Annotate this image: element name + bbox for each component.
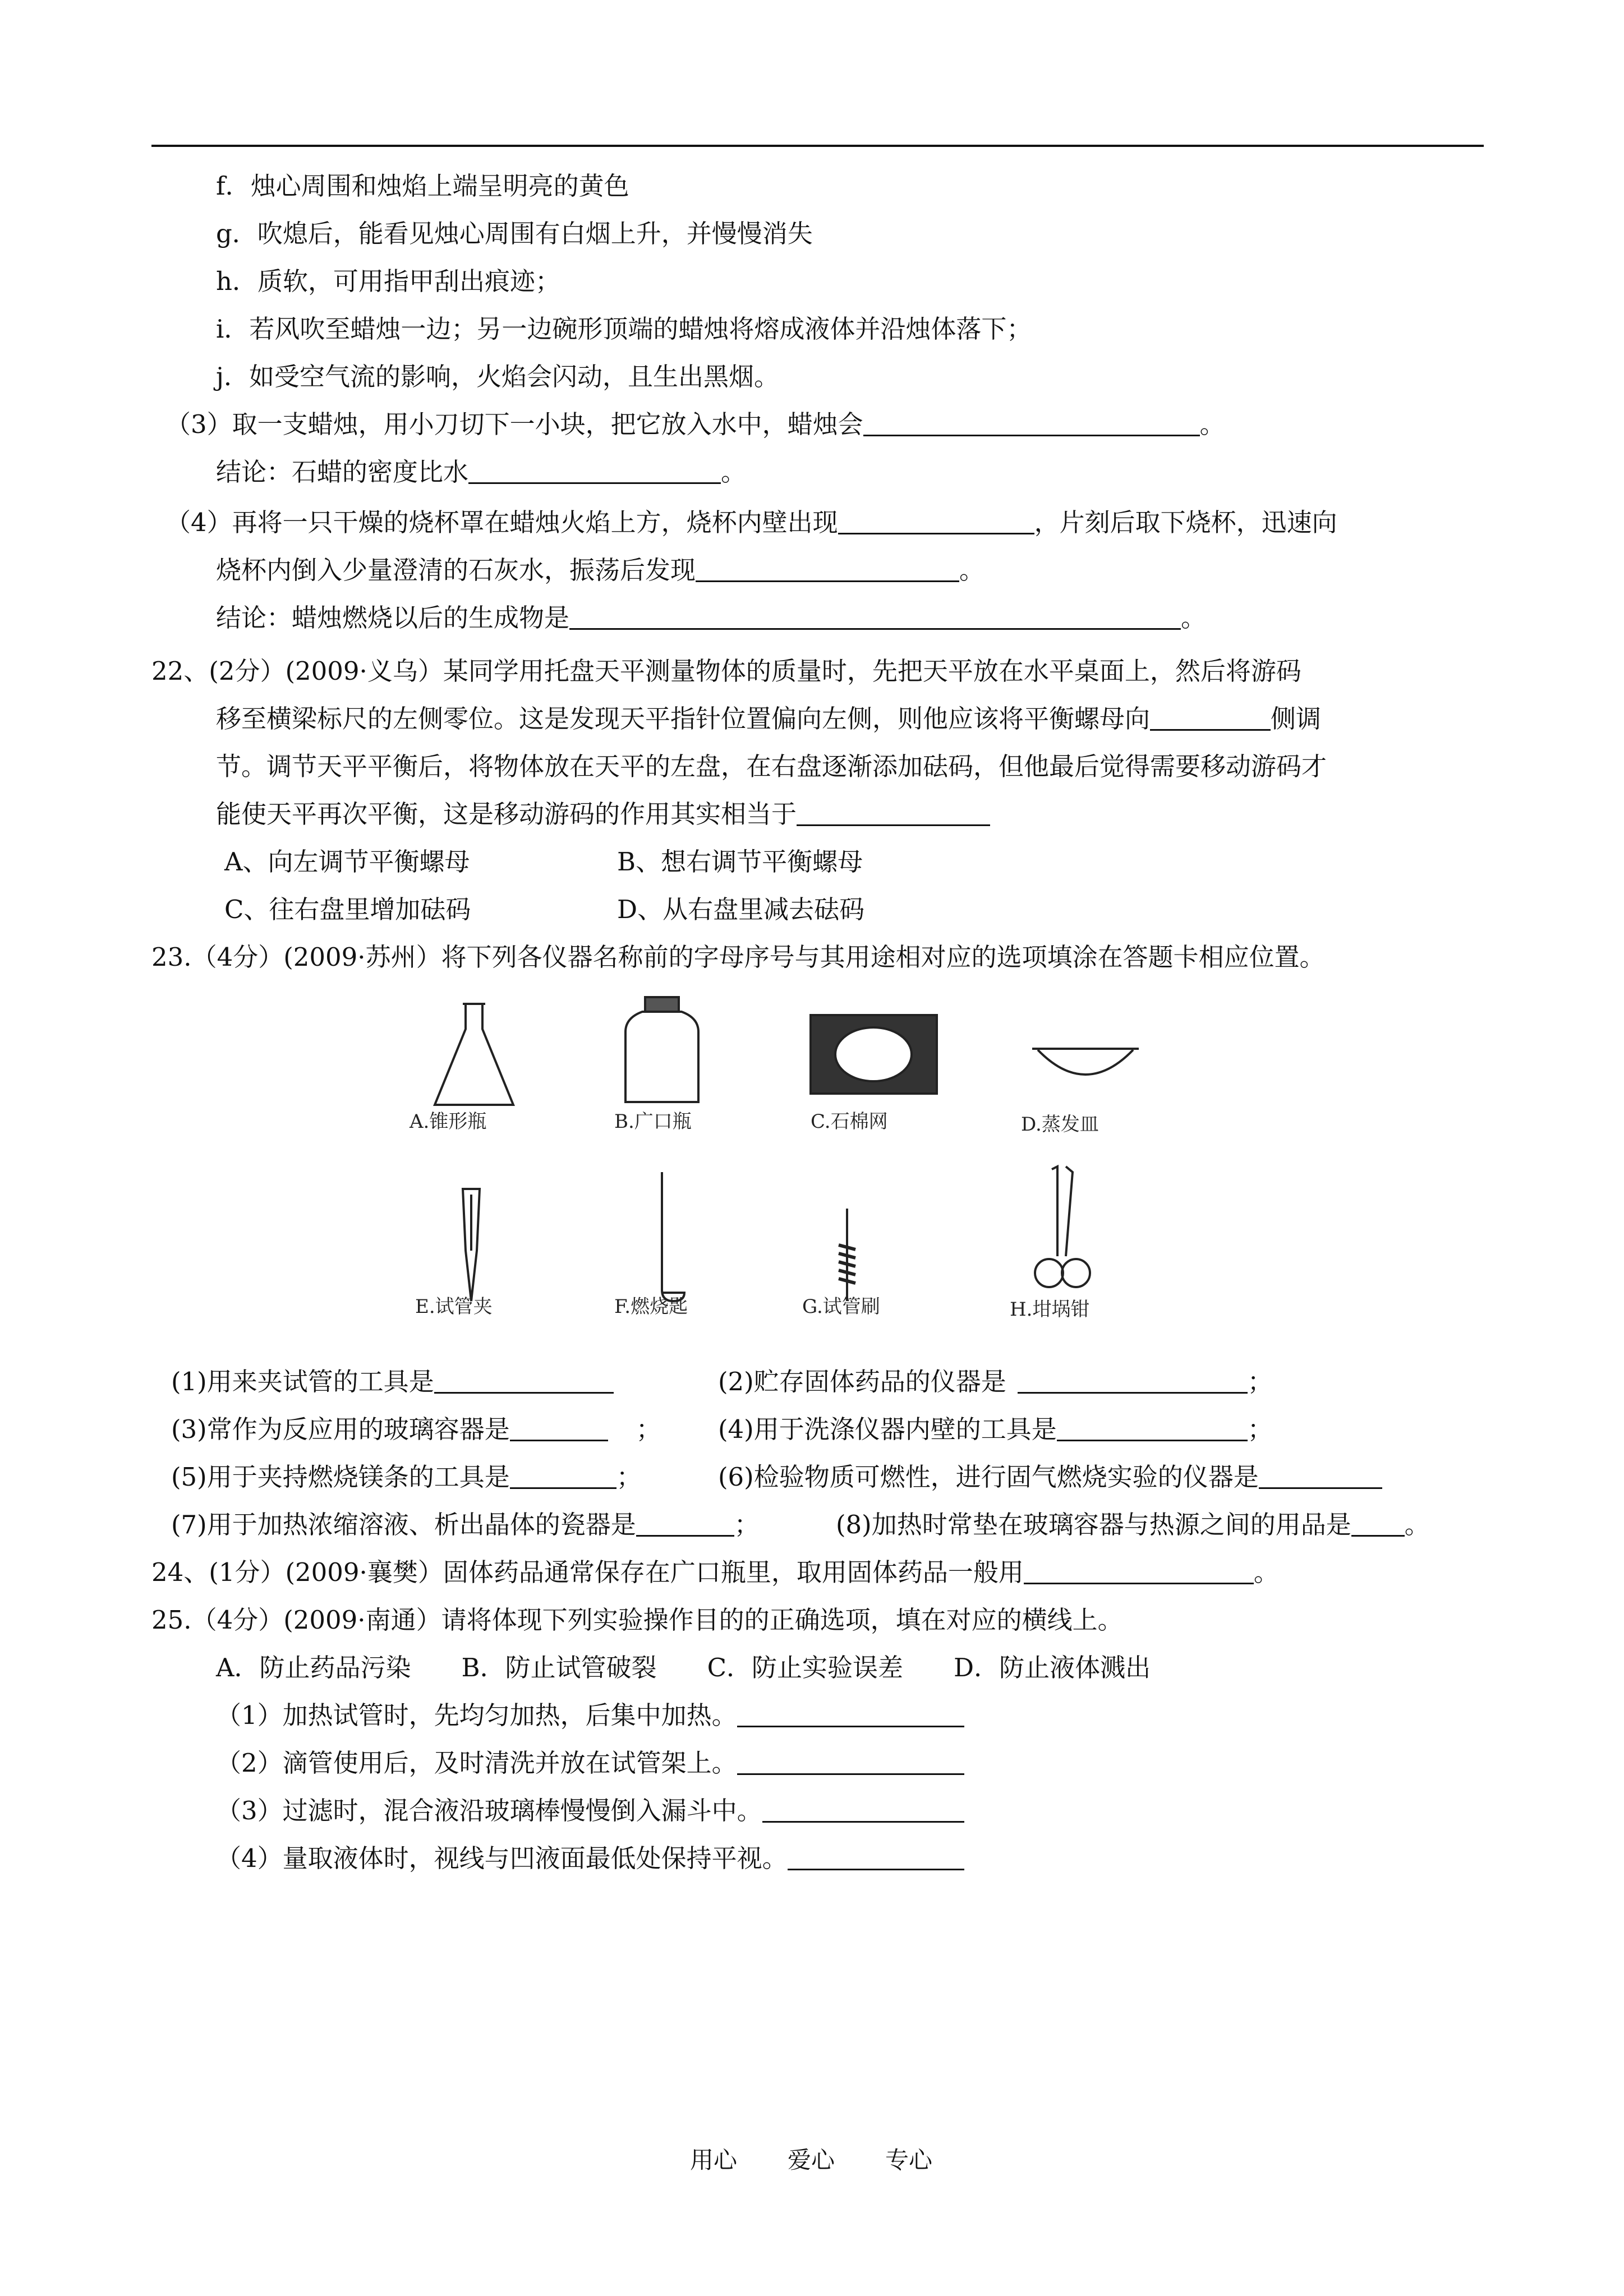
question-23-7: (7)用于加热浓缩溶液、析出晶体的瓷器是 ； xyxy=(171,1507,760,1543)
question-22-line4: 能使天平再次平衡，这是移动游码的作用其实相当于 xyxy=(216,796,990,832)
instrument-label-d: D.蒸发皿 xyxy=(1021,1113,1099,1136)
question-22-line3: 节。调节天平平衡后，将物体放在天平的左盘，在右盘逐渐添加砝码，但他最后觉得需要移动游码才 xyxy=(216,751,1327,781)
test-tube-brush-icon xyxy=(839,1209,855,1301)
answer-blank[interactable] xyxy=(1024,1555,1254,1584)
answer-blank[interactable] xyxy=(1150,701,1271,731)
answer-blank[interactable] xyxy=(788,1841,964,1870)
answer-blank[interactable] xyxy=(434,1364,614,1394)
answer-blank[interactable] xyxy=(797,796,990,826)
question-25-options: A．防止药品污染 B．防止试管破裂 C．防止实验误差 D．防止液体溅出 xyxy=(216,1653,1151,1682)
answer-blank[interactable] xyxy=(737,1745,964,1775)
line-f: f．烛心周围和烛焰上端呈明亮的黄色 xyxy=(216,171,629,201)
option-22-b: B、想右调节平衡螺母 xyxy=(617,847,863,877)
footer-word: 用心 xyxy=(690,2146,738,2174)
question-24: 24、(1分）(2009·襄樊）固体药品通常保存在广口瓶里，取用固体药品一般用 。 xyxy=(151,1555,1279,1590)
answer-blank[interactable] xyxy=(1057,1412,1248,1441)
combustion-spoon-icon xyxy=(662,1172,684,1301)
answer-blank[interactable] xyxy=(1259,1459,1382,1489)
instrument-figure xyxy=(387,987,1195,1324)
instrument-label-f: F.燃烧匙 xyxy=(614,1295,688,1318)
question-4-conclusion: 结论：蜡烛燃烧以后的生成物是 。 xyxy=(216,600,1206,636)
question-22-line2: 移至横梁标尺的左侧零位。这是发现天平指针位置偏向左侧，则他应该将平衡螺母向 侧调 xyxy=(216,701,1321,737)
question-23-1: (1)用来夹试管的工具是 xyxy=(171,1364,614,1400)
test-tube-holder-icon xyxy=(463,1189,480,1301)
answer-blank[interactable] xyxy=(1351,1507,1405,1537)
instrument-label-c: C.石棉网 xyxy=(811,1110,888,1133)
question-25-4: （4）量取液体时，视线与凹液面最低处保持平视。 xyxy=(216,1841,964,1877)
instrument-label-e: E.试管夹 xyxy=(415,1295,493,1318)
footer-word: 专心 xyxy=(885,2146,933,2174)
question-23-6: (6)检验物质可燃性，进行固气燃烧实验的仪器是 xyxy=(718,1459,1382,1495)
question-3-conclusion: 结论：石蜡的密度比水 。 xyxy=(216,454,746,490)
instrument-label-a: A.锥形瓶 xyxy=(410,1110,487,1133)
conical-flask-icon xyxy=(435,1004,513,1105)
header-rule xyxy=(151,145,1484,147)
question-23-8: (8)加热时常垫在玻璃容器与热源之间的用品是 。 xyxy=(836,1507,1430,1543)
line-j: j．如受空气流的影响，火焰会闪动，且生出黑烟。 xyxy=(216,362,779,391)
line-h: h．质软，可用指甲刮出痕迹； xyxy=(216,266,560,296)
instrument-label-g: G.试管刷 xyxy=(802,1295,880,1318)
question-25-1: （1）加热试管时，先均匀加热，后集中加热。 xyxy=(216,1698,964,1733)
answer-blank[interactable] xyxy=(1018,1364,1248,1394)
question-23-2: (2)贮存固体药品的仪器是 ； xyxy=(718,1364,1273,1400)
instrument-label-h: H.坩埚钳 xyxy=(1010,1298,1090,1321)
option-22-a: A、向左调节平衡螺母 xyxy=(224,847,470,877)
asbestos-gauze-icon xyxy=(811,1015,937,1094)
question-23: 23.（4分）(2009·苏州）将下列各仪器名称前的字母序号与其用途相对应的选项填涂在答题卡相应位置。 xyxy=(151,942,1325,972)
answer-blank[interactable] xyxy=(737,1698,964,1727)
question-4-line2: 烧杯内倒入少量澄清的石灰水，振荡后发现 。 xyxy=(216,552,984,588)
line-g: g．吹熄后，能看见烛心周围有白烟上升，并慢慢消失 xyxy=(216,219,813,248)
answer-blank[interactable] xyxy=(636,1507,734,1537)
question-25-3: （3）过滤时，混合液沿玻璃棒慢慢倒入漏斗中。 xyxy=(216,1793,964,1829)
wide-mouth-bottle-icon xyxy=(625,997,698,1102)
question-23-3: (3)常作为反应用的玻璃容器是 ； xyxy=(171,1412,661,1447)
question-4: （4）再将一只干燥的烧杯罩在蜡烛火焰上方，烧杯内壁出现 ，片刻后取下烧杯，迅速向 xyxy=(165,505,1337,541)
evaporating-dish-icon xyxy=(1032,1049,1139,1075)
answer-blank[interactable] xyxy=(510,1459,617,1489)
question-25-2: （2）滴管使用后，及时清洗并放在试管架上。 xyxy=(216,1745,964,1781)
crucible-tongs-icon xyxy=(1035,1167,1090,1287)
question-25: 25.（4分）(2009·南通）请将体现下列实验操作目的的正确选项，填在对应的横线上。 xyxy=(151,1605,1123,1635)
question-3: （3）取一支蜡烛，用小刀切下一小块，把它放入水中，蜡烛会 。 xyxy=(165,407,1225,442)
page-footer xyxy=(690,2142,983,2178)
option-22-c: C、往右盘里增加砝码 xyxy=(224,895,471,924)
instrument-label-b: B.广口瓶 xyxy=(614,1110,692,1133)
answer-blank[interactable] xyxy=(569,600,1181,630)
option-22-d: D、从右盘里减去砝码 xyxy=(617,895,865,924)
question-23-5: (5)用于夹持燃烧镁条的工具是 ； xyxy=(171,1459,642,1495)
answer-blank[interactable] xyxy=(863,407,1200,436)
answer-blank[interactable] xyxy=(838,505,1034,534)
line-i: i．若风吹至蜡烛一边；另一边碗形顶端的蜡烛将熔成液体并沿烛体落下； xyxy=(216,314,1032,344)
footer-word: 爱心 xyxy=(788,2146,835,2174)
answer-blank[interactable] xyxy=(510,1412,608,1441)
answer-blank[interactable] xyxy=(696,552,959,582)
question-23-4: (4)用于洗涤仪器内壁的工具是 ； xyxy=(718,1412,1273,1447)
question-22: 22、(2分）(2009·义乌）某同学用托盘天平测量物体的质量时，先把天平放在水平桌面上，然后将游码 xyxy=(151,656,1301,686)
answer-blank[interactable] xyxy=(762,1793,964,1823)
answer-blank[interactable] xyxy=(468,454,721,484)
